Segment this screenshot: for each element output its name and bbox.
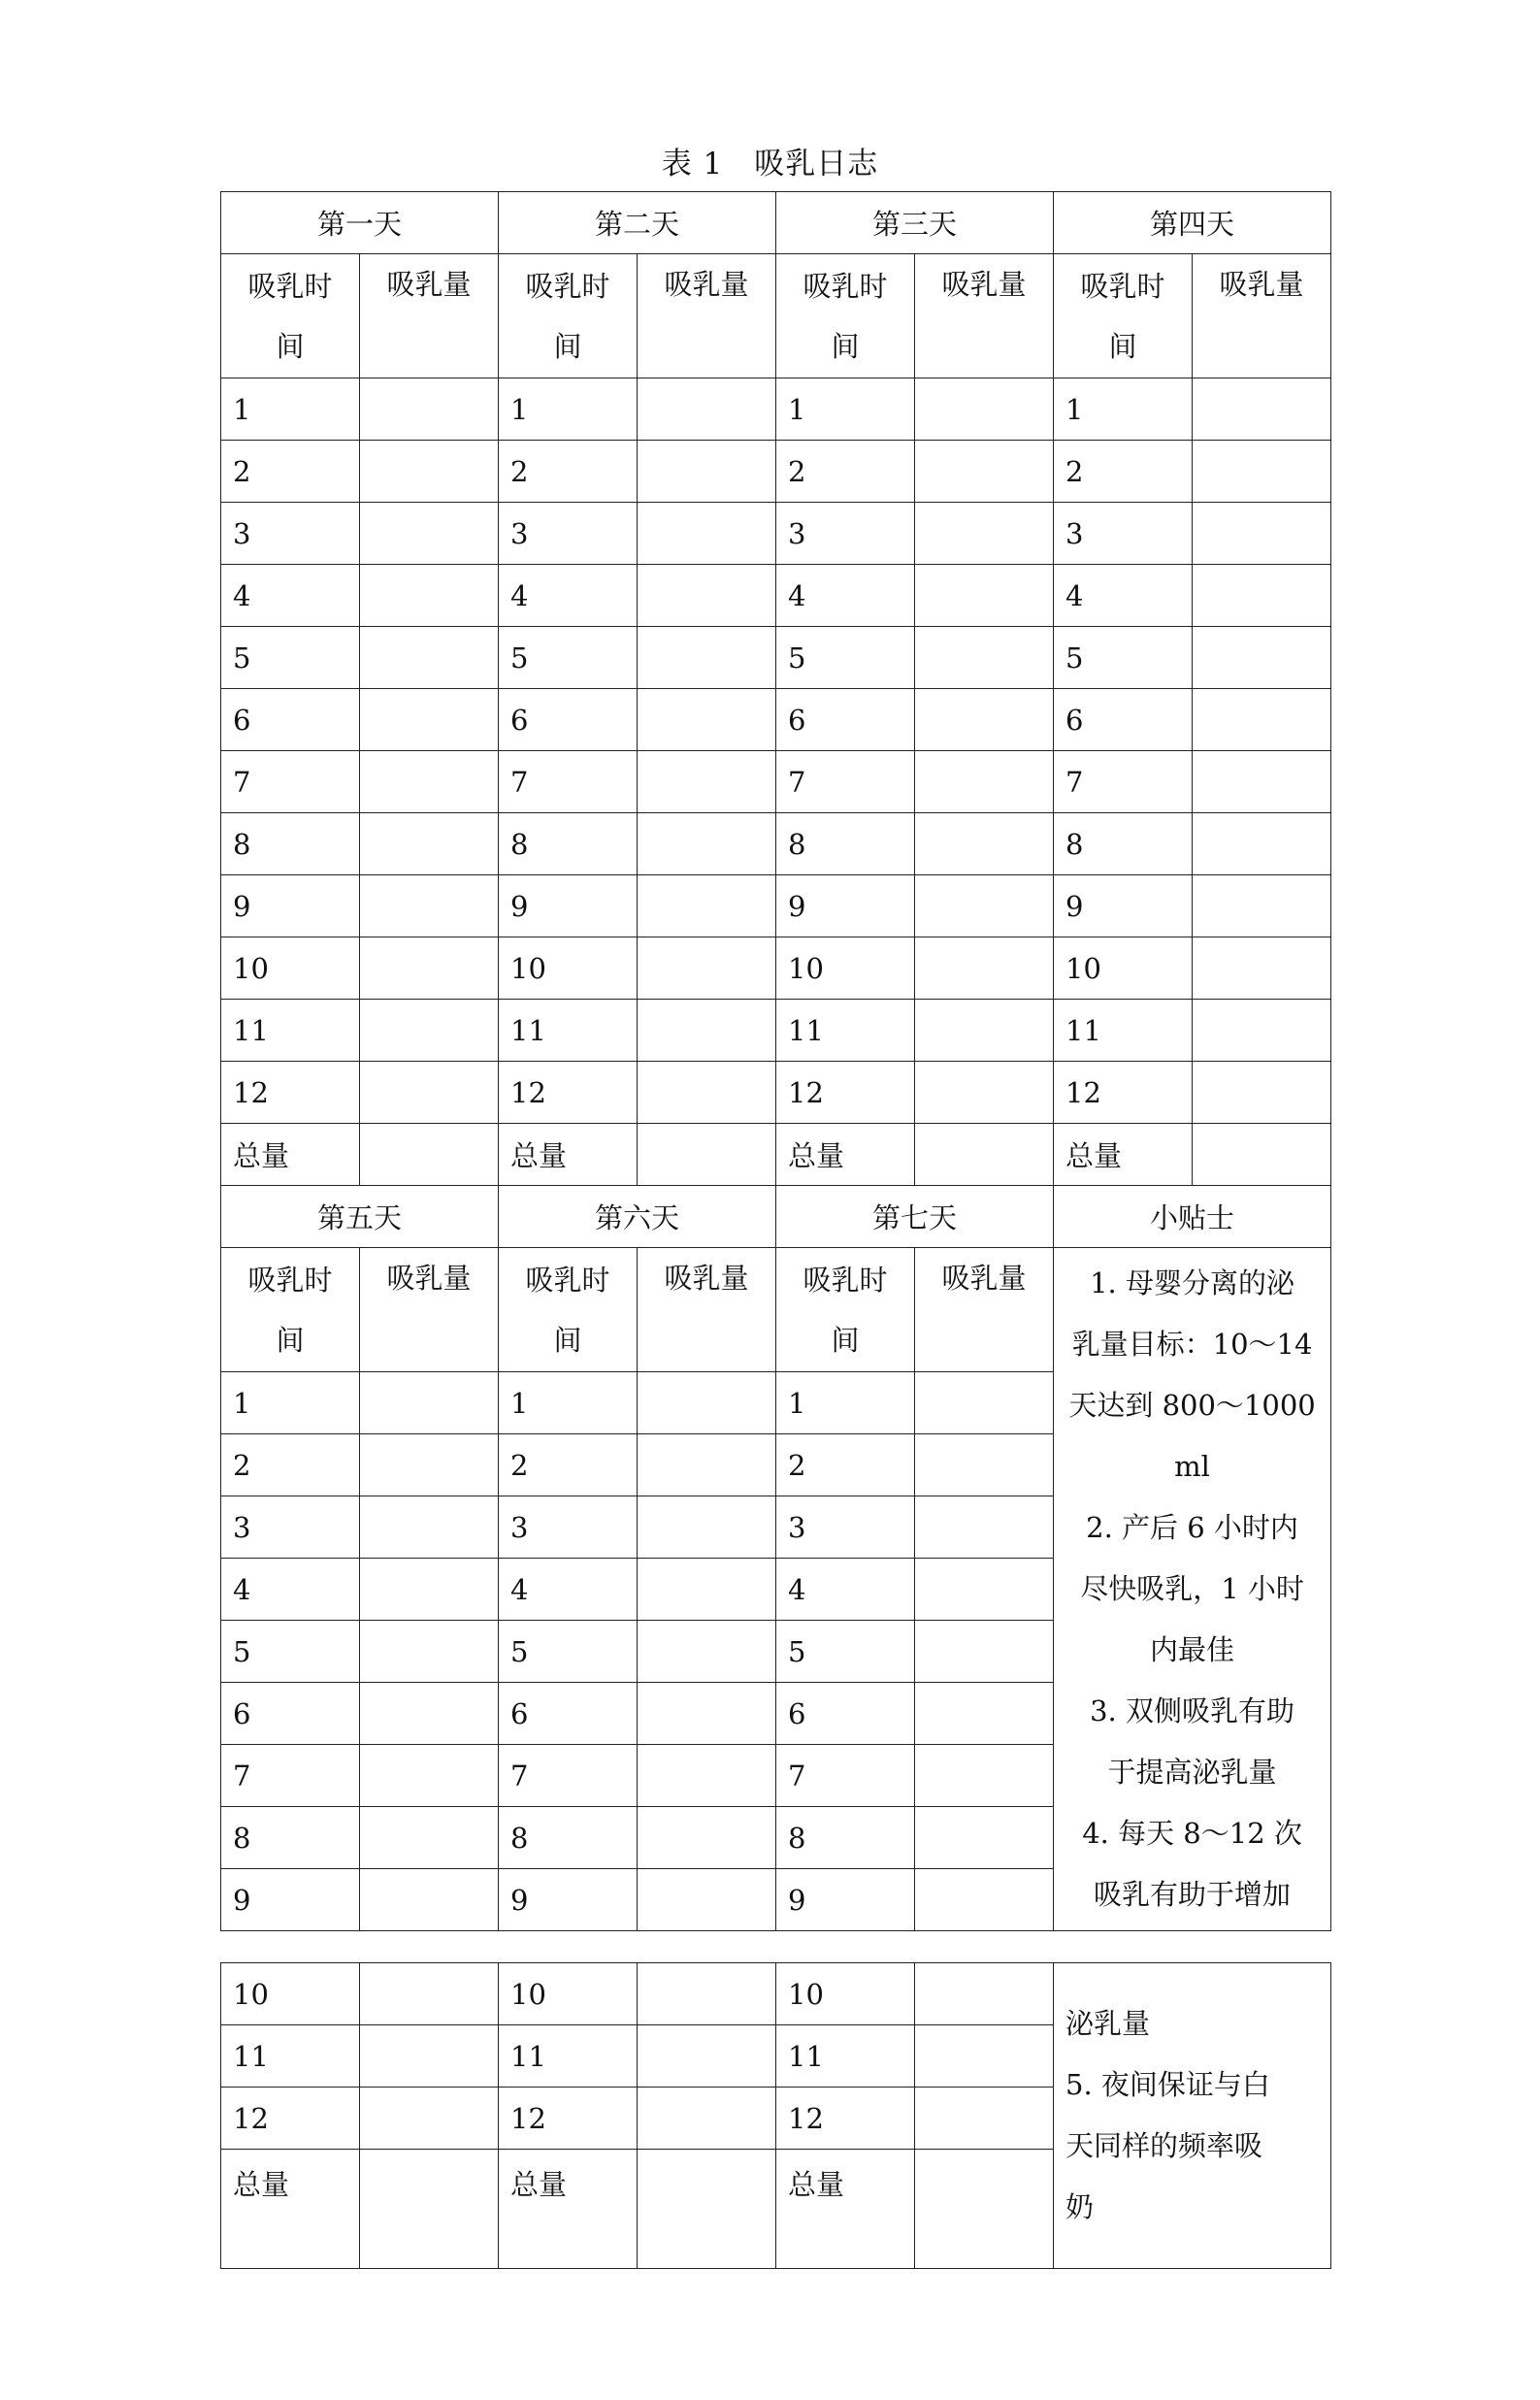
day-label: 第一天 [221,192,499,254]
pump-amount-cell [915,937,1054,1000]
tip-line: 天达到 800～1000 [1068,1389,1316,1422]
pump-amount-cell [360,1621,499,1683]
pumping-log-table-continued [220,1962,1331,2269]
pump-amount-header: 吸乳量 [915,1248,1054,1372]
pump-amount-cell [638,565,776,627]
pump-time-cell: 5 [499,1621,638,1683]
log-row [221,1963,1331,2025]
log-row [221,503,1331,565]
pump-amount-header: 吸乳量 [1193,254,1331,378]
pump-amount-header: 吸乳量 [915,254,1054,378]
tip-line: ml [1174,1450,1210,1483]
pump-amount-cell [638,2150,776,2269]
pump-time-cell: 9 [499,875,638,937]
pump-time-cell: 3 [499,1496,638,1559]
pump-time-cell: 7 [221,1745,360,1807]
pump-amount-cell [638,1683,776,1745]
pump-time-cell: 4 [776,565,915,627]
pump-amount-cell [1193,875,1331,937]
pump-amount-cell [360,1062,499,1124]
pump-time-cell: 6 [221,1683,360,1745]
day-header-row [221,192,1331,254]
tips-content [1054,1963,1331,2269]
pump-amount-cell [915,813,1054,875]
pump-time-cell: 6 [776,1683,915,1745]
pump-time-cell: 2 [776,1434,915,1496]
tips-content [1054,1248,1331,1931]
pump-time-cell: 5 [221,1621,360,1683]
pump-amount-cell [915,1434,1054,1496]
pump-amount-cell [360,2088,499,2150]
pump-amount-cell [638,1434,776,1496]
day-label: 第三天 [776,192,1054,254]
pump-time-cell: 总量 [499,2150,638,2269]
pump-amount-cell [915,1372,1054,1434]
pump-time-cell: 12 [776,2088,915,2150]
tip-line: 吸乳有助于增加 [1094,1878,1292,1911]
pump-amount-cell [360,627,499,689]
pump-time-cell: 11 [221,2025,360,2088]
pump-amount-cell [360,937,499,1000]
log-row [221,937,1331,1000]
pump-time-cell: 1 [499,1372,638,1434]
pump-amount-cell [1193,378,1331,441]
pump-time-cell: 10 [499,1963,638,2025]
pump-time-cell: 8 [776,813,915,875]
pump-time-cell: 7 [499,1745,638,1807]
tip-line: 5. 夜间保证与白 [1065,2068,1270,2101]
pump-amount-cell [360,875,499,937]
pump-amount-cell [360,1559,499,1621]
pump-time-cell: 10 [221,937,360,1000]
pump-time-cell: 2 [499,1434,638,1496]
pump-amount-cell [360,378,499,441]
pump-time-cell: 9 [776,1869,915,1931]
pump-time-cell: 5 [499,627,638,689]
pump-amount-cell [360,813,499,875]
pump-amount-cell [915,1869,1054,1931]
pump-amount-cell [360,689,499,751]
pump-time-cell: 11 [499,1000,638,1062]
tip-line: 1. 母婴分离的泌 [1090,1266,1294,1299]
pump-amount-header: 吸乳量 [638,254,776,378]
pump-time-cell: 4 [1054,565,1193,627]
column-header-row [221,254,1331,378]
pump-amount-cell [915,2150,1054,2269]
pump-time-cell: 1 [221,378,360,441]
pump-amount-cell [915,1559,1054,1621]
pump-amount-cell [915,503,1054,565]
pump-amount-cell [638,813,776,875]
pump-time-cell: 11 [499,2025,638,2088]
pump-time-cell: 11 [776,2025,915,2088]
pump-amount-cell [915,1124,1054,1186]
log-row [221,627,1331,689]
pump-time-cell: 4 [221,565,360,627]
pump-amount-cell [360,441,499,503]
pump-amount-cell [638,1000,776,1062]
pump-amount-cell [915,1963,1054,2025]
tip-line: 泌乳量 [1065,2007,1151,2040]
log-row [221,1062,1331,1124]
pump-amount-cell [1193,1000,1331,1062]
table-caption: 表 1 吸乳日志 [661,147,879,181]
pump-amount-cell [1193,441,1331,503]
log-row [221,441,1331,503]
pump-amount-cell [638,378,776,441]
pump-time-cell: 6 [499,1683,638,1745]
pump-amount-cell [915,627,1054,689]
pump-amount-cell [915,1621,1054,1683]
pump-amount-cell [638,1124,776,1186]
pump-time-cell: 8 [499,813,638,875]
pump-amount-cell [360,1372,499,1434]
log-row [221,378,1331,441]
pump-amount-cell [915,751,1054,813]
pump-amount-cell [360,1124,499,1186]
pump-time-cell: 7 [499,751,638,813]
tip-line: 2. 产后 6 小时内 [1086,1511,1298,1544]
pump-time-cell: 8 [1054,813,1193,875]
pump-time-cell: 总量 [499,1124,638,1186]
pump-time-cell: 7 [1054,751,1193,813]
pump-time-header: 吸乳时间 [499,254,638,378]
pump-amount-cell [360,1869,499,1931]
tips-title: 小贴士 [1054,1186,1331,1248]
pump-time-cell: 11 [221,1000,360,1062]
pump-amount-cell [1193,565,1331,627]
pump-time-cell: 6 [1054,689,1193,751]
pump-amount-cell [638,1963,776,2025]
day-label: 第二天 [499,192,776,254]
pump-time-cell: 3 [776,503,915,565]
pump-amount-cell [915,565,1054,627]
pump-time-cell: 10 [221,1963,360,2025]
pump-time-cell: 10 [499,937,638,1000]
pump-time-cell: 1 [776,1372,915,1434]
pump-amount-cell [1193,627,1331,689]
pump-amount-cell [360,565,499,627]
tip-line: 3. 双侧吸乳有助 [1090,1694,1294,1727]
pump-time-cell: 3 [499,503,638,565]
pump-time-cell: 5 [221,627,360,689]
pump-amount-cell [915,1062,1054,1124]
pump-time-header: 吸乳时间 [221,1248,360,1372]
pump-time-cell: 10 [776,937,915,1000]
tip-line: 乳量目标：10～14 [1071,1328,1313,1361]
pump-amount-cell [638,1621,776,1683]
pump-amount-cell [360,2150,499,2269]
tip-line: 奶 [1065,2190,1095,2223]
pump-amount-cell [360,503,499,565]
pump-amount-cell [638,2025,776,2088]
pump-amount-header: 吸乳量 [638,1248,776,1372]
pump-time-cell: 9 [1054,875,1193,937]
pump-amount-cell [1193,1124,1331,1186]
pump-time-header: 吸乳时间 [776,1248,915,1372]
pump-amount-cell [360,1000,499,1062]
pump-amount-cell [1193,503,1331,565]
pump-amount-cell [360,1434,499,1496]
pump-amount-cell [638,1559,776,1621]
log-row [221,751,1331,813]
pump-time-cell: 1 [221,1372,360,1434]
pump-amount-cell [1193,813,1331,875]
pump-time-cell: 5 [776,627,915,689]
pump-amount-cell [638,937,776,1000]
pump-time-cell: 9 [221,1869,360,1931]
day-label: 第六天 [499,1186,776,1248]
pump-time-cell: 1 [499,378,638,441]
log-row [221,689,1331,751]
pump-amount-cell [360,1683,499,1745]
pump-time-cell: 2 [499,441,638,503]
pump-amount-cell [915,875,1054,937]
pump-time-cell: 9 [221,875,360,937]
pump-amount-cell [638,689,776,751]
pump-amount-cell [638,2088,776,2150]
pump-amount-cell [638,1372,776,1434]
pump-time-cell: 4 [499,1559,638,1621]
pump-amount-cell [638,627,776,689]
pump-amount-cell [638,1745,776,1807]
log-row [221,875,1331,937]
pump-time-cell: 7 [776,751,915,813]
pump-time-cell: 12 [499,1062,638,1124]
pump-amount-cell [360,1963,499,2025]
pump-time-cell: 8 [499,1807,638,1869]
pump-amount-cell [638,1062,776,1124]
pump-time-cell: 4 [499,565,638,627]
pump-time-cell: 2 [1054,441,1193,503]
pump-amount-cell [915,1745,1054,1807]
pump-time-cell: 8 [221,813,360,875]
pump-amount-cell [638,503,776,565]
pump-time-cell: 4 [221,1559,360,1621]
tip-line: 于提高泌乳量 [1107,1756,1277,1789]
pump-time-cell: 1 [776,378,915,441]
pump-amount-header: 吸乳量 [360,1248,499,1372]
pump-time-cell: 总量 [776,2150,915,2269]
pump-amount-cell [915,1000,1054,1062]
pump-time-cell: 11 [1054,1000,1193,1062]
day-header-row [221,1186,1331,1248]
pump-amount-cell [638,1869,776,1931]
pump-amount-cell [638,875,776,937]
pump-time-cell: 3 [1054,503,1193,565]
pump-time-header: 吸乳时间 [776,254,915,378]
pump-time-cell: 10 [776,1963,915,2025]
pump-time-cell: 4 [776,1559,915,1621]
pump-time-cell: 8 [221,1807,360,1869]
pump-time-cell: 5 [1054,627,1193,689]
pump-time-cell: 8 [776,1807,915,1869]
pump-time-cell: 3 [776,1496,915,1559]
pump-amount-cell [360,1807,499,1869]
pump-amount-cell [360,2025,499,2088]
pump-amount-cell [638,441,776,503]
pump-time-cell: 2 [221,1434,360,1496]
pump-amount-cell [915,378,1054,441]
pump-time-cell: 6 [221,689,360,751]
pump-time-cell: 12 [1054,1062,1193,1124]
pump-amount-cell [1193,689,1331,751]
pump-amount-header: 吸乳量 [360,254,499,378]
pump-amount-cell [915,689,1054,751]
pump-amount-cell [638,1496,776,1559]
pumping-log-table [220,191,1331,1931]
pump-time-cell: 7 [776,1745,915,1807]
pump-time-cell: 12 [499,2088,638,2150]
tip-line: 天同样的频率吸 [1065,2129,1263,2162]
pump-time-header: 吸乳时间 [221,254,360,378]
pump-amount-cell [638,751,776,813]
pump-amount-cell [915,2088,1054,2150]
log-row [221,1000,1331,1062]
pump-amount-cell [1193,1062,1331,1124]
pump-amount-cell [915,2025,1054,2088]
tip-line: 4. 每天 8～12 次 [1082,1817,1302,1850]
pump-amount-cell [915,441,1054,503]
pump-time-cell: 12 [221,2088,360,2150]
pump-time-cell: 总量 [221,2150,360,2269]
pump-time-cell: 6 [776,689,915,751]
log-row [221,1124,1331,1186]
pump-amount-cell [915,1683,1054,1745]
pump-amount-cell [915,1807,1054,1869]
pump-amount-cell [915,1496,1054,1559]
pump-amount-cell [360,751,499,813]
pump-time-cell: 总量 [1054,1124,1193,1186]
day-label: 第四天 [1054,192,1331,254]
pump-time-cell: 12 [776,1062,915,1124]
pump-amount-cell [638,1807,776,1869]
day-label: 第五天 [221,1186,499,1248]
pump-amount-cell [1193,937,1331,1000]
column-header-row [221,1248,1331,1372]
pump-time-cell: 9 [499,1869,638,1931]
pump-time-cell: 2 [776,441,915,503]
pump-time-header: 吸乳时间 [1054,254,1193,378]
pump-amount-cell [1193,751,1331,813]
pump-time-cell: 总量 [776,1124,915,1186]
pump-time-cell: 1 [1054,378,1193,441]
tip-line: 内最佳 [1150,1633,1235,1666]
pump-time-cell: 7 [221,751,360,813]
log-row [221,565,1331,627]
pump-time-cell: 12 [221,1062,360,1124]
pump-time-cell: 总量 [221,1124,360,1186]
pump-time-cell: 5 [776,1621,915,1683]
pump-amount-cell [360,1745,499,1807]
pump-time-cell: 2 [221,441,360,503]
pump-time-cell: 3 [221,1496,360,1559]
pump-time-cell: 6 [499,689,638,751]
pump-time-cell: 9 [776,875,915,937]
pump-time-cell: 10 [1054,937,1193,1000]
pump-time-cell: 11 [776,1000,915,1062]
pump-time-header: 吸乳时间 [499,1248,638,1372]
pump-amount-cell [360,1496,499,1559]
tip-line: 尽快吸乳，1 小时 [1080,1572,1304,1605]
log-row [221,813,1331,875]
day-label: 第七天 [776,1186,1054,1248]
pump-time-cell: 3 [221,503,360,565]
